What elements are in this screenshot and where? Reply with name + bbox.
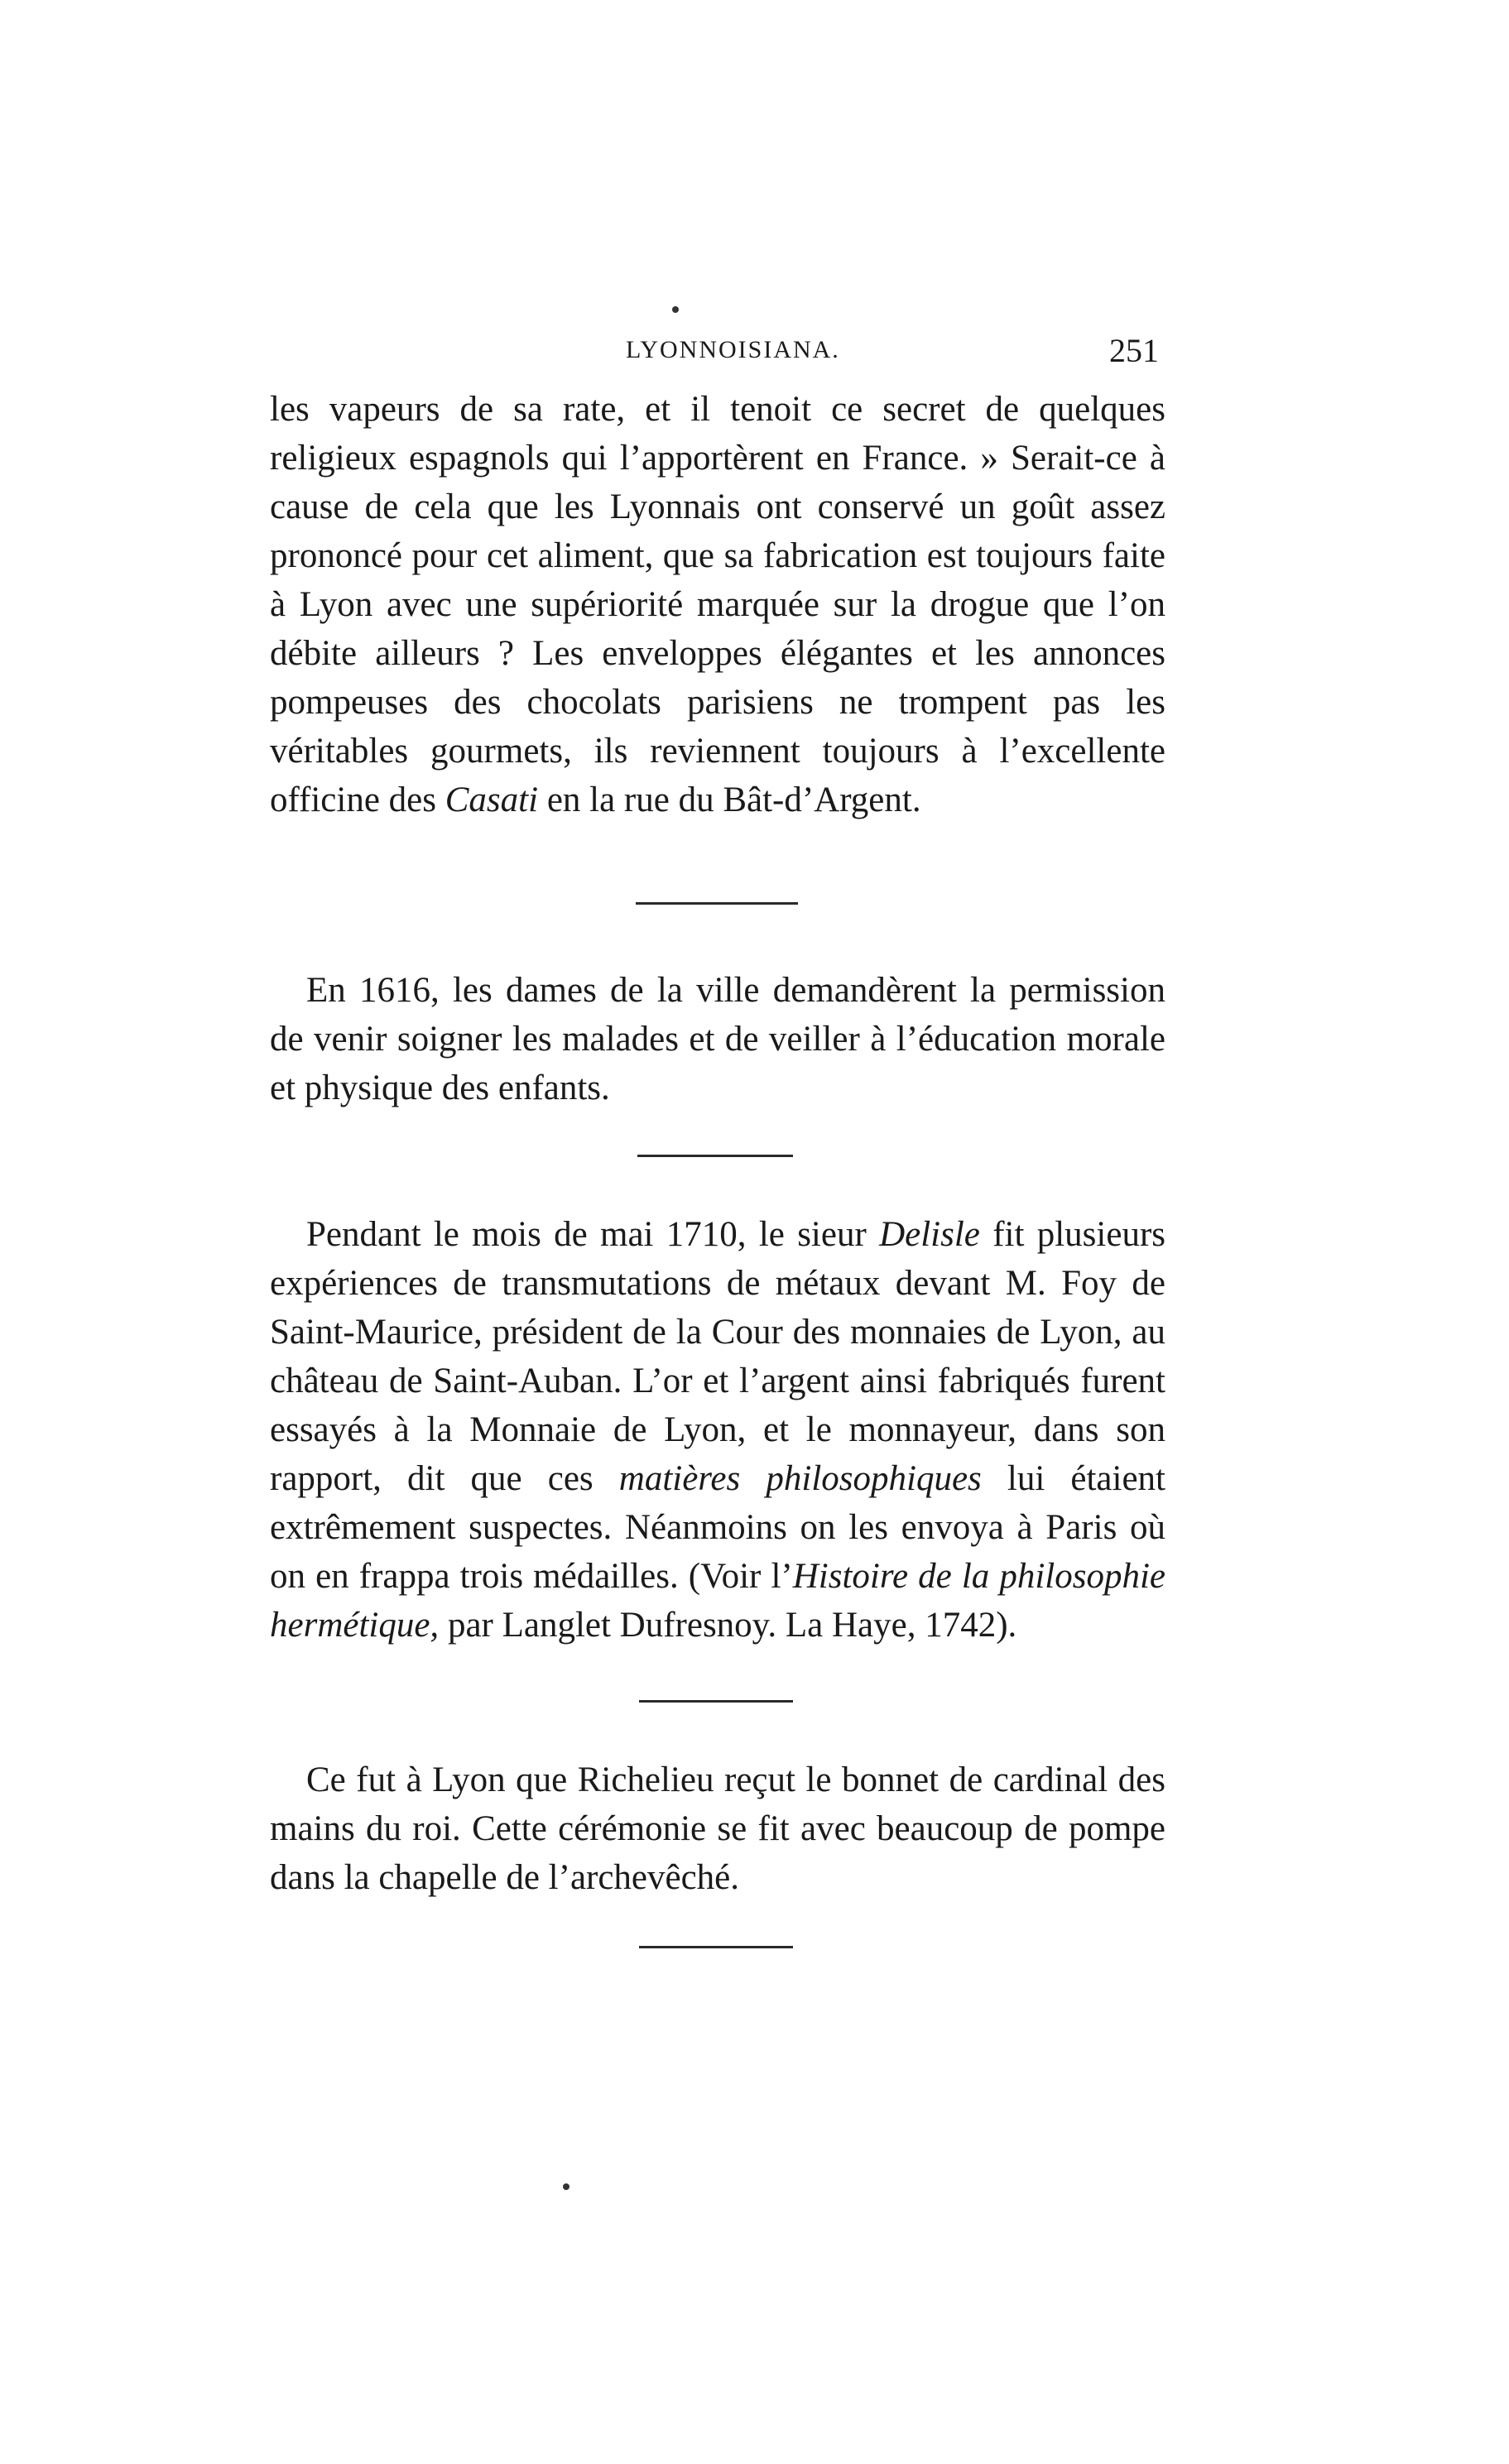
paragraph-1710-text-3: lui étaient extrêmement suspectes. Néanmoins on les envoya à Paris où on en frappa trois médailles. (Voir l’ [270, 1459, 1165, 1596]
paragraph-1616: En 1616, les dames de la ville demandèrent la permission de venir soigner les malades et de veiller à l’éducation morale et physique des enfants. [270, 971, 1165, 1107]
italic-histoire-philosophie: Histoire de la philosophie hermétique, [270, 1557, 1166, 1645]
paragraph-richelieu: Ce fut à Lyon que Richelieu reçut le bonnet de cardinal des mains du roi. Cette cérémonie se fit avec beaucoup de pompe dans la chapelle de l’archevêché. [270, 1760, 1165, 1897]
paragraph-1710-text-2: fit plusieurs expériences de transmutations de métaux devant M. Foy de Saint-Maurice, président de la Cour des monnaies de Lyon, au château de Saint-Auban. L’or et l’argent ainsi fabriqués furent essayés à la Monnaie de Lyon, et le monnayeur, dans son rapport, dit que ces [270, 1215, 1166, 1498]
print-speck [672, 306, 679, 313]
paragraph-1710 [270, 1210, 1165, 1650]
paragraph-chocolate-text-1: les vapeurs de sa rate, et il tenoit ce secret de quelques religieux espagnols qui l’apportèrent en France. » Serait-ce à cause de cela que les Lyonnais ont conservé un goût assez prononcé pour cet aliment, que sa fabrication est toujours faite à Lyon avec une supériorité marquée sur la drogue que l’on débite ailleurs ? Les enveloppes élégantes et les annonces pompeuses des chocolats parisiens ne trompent pas les véritables gourmets, ils reviennent toujours à l’excellente officine des [270, 390, 1165, 819]
section-divider [639, 1700, 793, 1703]
paragraph-1710-text-1: Pendant le mois de mai 1710, le sieur [306, 1215, 880, 1254]
paragraph-chocolate-text-2: en la rue du Bât-d’Argent. [538, 781, 921, 819]
italic-delisle: Delisle [879, 1215, 980, 1254]
print-speck [563, 2183, 569, 2190]
section-divider [637, 1155, 793, 1157]
section-divider [639, 1946, 793, 1948]
italic-matieres-philosophiques: matières philosophiques [618, 1459, 982, 1498]
running-head [270, 331, 1165, 369]
paragraph-1710-text-4: par Langlet Dufresnoy. La Haye, 1742). [439, 1606, 1017, 1645]
running-title: LYONNOISIANA. [626, 336, 840, 363]
paragraph-chocolate [270, 385, 1165, 824]
page-number: 251 [1109, 332, 1159, 369]
section-divider [636, 902, 798, 905]
italic-casati: Casati [445, 781, 539, 819]
